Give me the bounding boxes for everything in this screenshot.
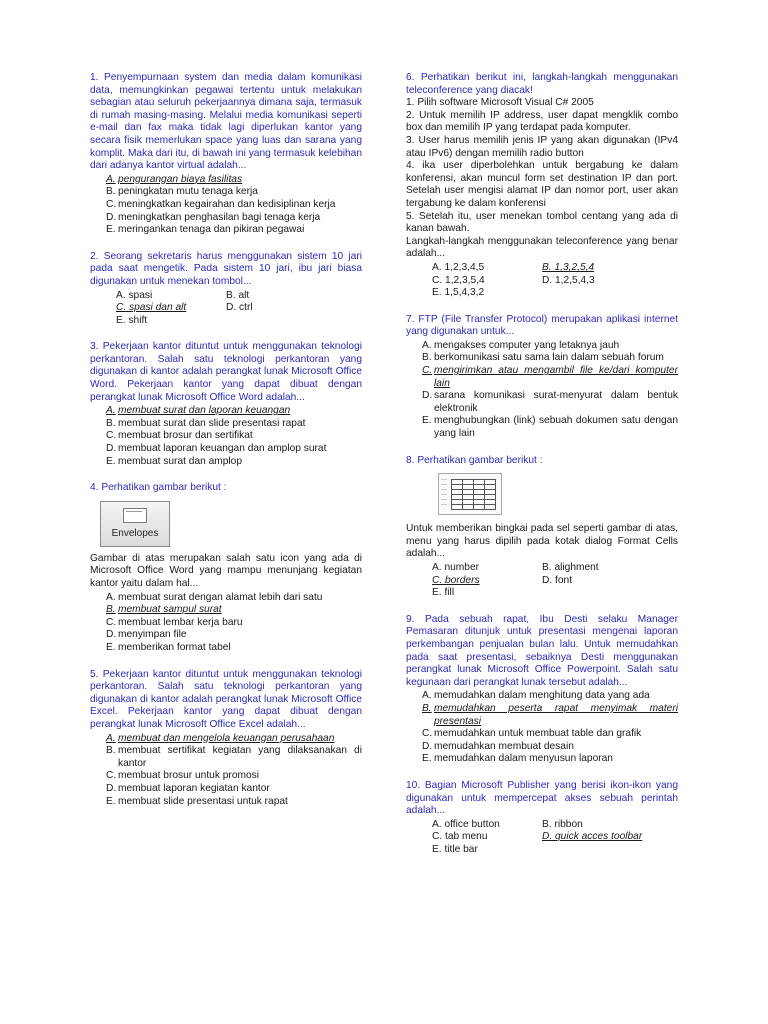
option-letter: D. <box>422 740 433 752</box>
answer-option <box>422 728 678 741</box>
option-text: berkomunikasi satu sama lain dalam sebuah forum <box>434 352 664 364</box>
option-letter: E. <box>106 455 116 467</box>
answer-option <box>106 770 362 783</box>
answer-option: B. alt <box>226 289 250 301</box>
question-item <box>406 614 678 766</box>
answer-option: E. 1,5,4,3,2 <box>432 287 485 299</box>
left-column <box>90 72 362 822</box>
answer-option <box>106 604 362 617</box>
question-stem: 6. Perhatikan berikut ini, langkah-langkah menggunakan teleconference yang diacak! <box>406 72 678 96</box>
option-text: memudahkan membuat desain <box>434 740 574 752</box>
question-item <box>406 455 678 600</box>
answer-option <box>106 745 362 770</box>
question-stem: 7. FTP (File Transfer Protocol) merupakan aplikasi internet yang digunakan untuk... <box>406 313 678 338</box>
answer-option <box>106 430 362 443</box>
option-text: membuat sampul surat <box>118 604 222 616</box>
answer-option <box>422 352 678 365</box>
option-text: membuat surat dan laporan keuangan <box>118 405 291 417</box>
answer-option: C. spasi dan alt <box>116 302 187 314</box>
answer-option: B. 1,3,2,5,4 <box>542 261 595 273</box>
answer-option <box>422 340 678 353</box>
option-text: meningkatkan kegairahan dan kedisiplinan kerja <box>118 198 336 210</box>
option-text: membuat brosur untuk promosi <box>118 770 259 782</box>
option-text: memudahkan peserta rapat menyimak materi presentasi <box>434 702 678 727</box>
question-stem: 5. Pekerjaan kantor dituntut untuk menggunakan teknologi perkantoran. Salah satu teknologi perkantoran yang digunakan di kantor adalah perangkat lunak Microsoft Office Excel. Pekerjaan kantor yang dapat dibuat dengan perangkat lunak Microsoft Office Excel adalah... <box>90 668 362 730</box>
answer-option <box>422 703 678 728</box>
option-text: membuat laporan keuangan dan amplop surat <box>118 443 327 455</box>
envelopes-icon <box>100 501 170 547</box>
spreadsheet-thumbnail-icon <box>438 473 502 515</box>
answer-option <box>106 224 362 237</box>
answer-options <box>106 733 362 809</box>
option-letter: E. <box>106 641 116 653</box>
option-letter: D. <box>106 782 117 794</box>
answer-options-grid <box>116 290 362 328</box>
option-text: menyimpan file <box>118 629 187 641</box>
option-letter: B. <box>106 186 116 198</box>
answer-option <box>106 642 362 655</box>
option-letter: A. <box>106 732 116 744</box>
answer-option: E. fill <box>432 587 455 599</box>
answer-option: E. title bar <box>432 843 478 855</box>
option-text: sarana komunikasi surat-menyurat dalam bentuk elektronik <box>434 390 678 414</box>
option-text: membuat surat dan amplop <box>118 455 243 467</box>
spreadsheet-row-headers <box>441 479 447 509</box>
option-text: memudahkan dalam menyusun laporan <box>434 753 613 765</box>
answer-options-grid <box>432 819 678 857</box>
option-text: peningkatan mutu tenaga kerja <box>118 186 258 198</box>
answer-option: A. number <box>432 562 479 573</box>
answer-option <box>106 199 362 212</box>
answer-option <box>106 186 362 199</box>
answer-option <box>422 365 678 390</box>
answer-option: A. spasi <box>116 289 153 301</box>
answer-option <box>106 733 362 746</box>
option-letter: C. <box>106 198 117 210</box>
option-letter: A. <box>106 405 116 417</box>
option-letter: A. <box>106 173 116 185</box>
answer-option <box>106 783 362 796</box>
answer-option <box>106 592 362 605</box>
option-letter: A. <box>422 690 432 702</box>
option-text: membuat surat dengan alamat lebih dari satu <box>118 591 323 603</box>
option-letter: E. <box>106 224 116 236</box>
question-item <box>90 251 362 328</box>
answer-options-grid <box>432 562 678 600</box>
answer-options <box>106 174 362 237</box>
answer-option <box>106 456 362 469</box>
question-stem: 4. Perhatikan gambar berikut : <box>90 482 227 494</box>
question-item <box>90 72 362 237</box>
answer-option <box>106 405 362 418</box>
answer-option <box>106 443 362 456</box>
option-letter: B. <box>422 702 432 714</box>
option-text: memudahkan untuk membuat table dan grafik <box>434 728 642 740</box>
option-text: membuat sertifikat kegiatan yang dilaksanakan di kantor <box>118 745 362 769</box>
option-text: mengakses computer yang letaknya jauh <box>434 339 620 351</box>
option-text: memudahkan dalam menghitung data yang ada <box>434 690 650 702</box>
envelope-glyph-icon <box>123 508 147 523</box>
question-item <box>90 341 362 468</box>
answer-options <box>106 592 362 655</box>
option-text: membuat lembar kerja baru <box>118 616 243 628</box>
option-letter: C. <box>106 616 117 628</box>
answer-option <box>422 415 678 440</box>
answer-option <box>422 390 678 415</box>
option-text: pengurangan biaya fasilitas <box>118 173 243 185</box>
answer-option: D. ctrl <box>226 302 253 314</box>
answer-option: B. ribbon <box>542 818 583 830</box>
question-item <box>90 482 362 654</box>
answer-option <box>422 741 678 754</box>
question-item <box>406 72 678 300</box>
question-stem: 9. Pada sebuah rapat, Ibu Desti selaku Manager Pemasaran ditunjuk untuk presentasi mengenai laporan perkembangan penjualan bulan lalu. Untuk memudahkan pada saat presentasi, sebaiknya Desti menggunakan perangkat lunak Microsoft Office Powerpoint. Salah satu kegunaan dari perangkat lunak tersebut adalah... <box>406 613 678 688</box>
option-letter: E. <box>422 415 432 427</box>
question-item <box>406 780 678 857</box>
question-stem: 3. Pekerjaan kantor dituntut untuk menggunakan teknologi perkantoran. Salah satu teknologi perkantoran yang digunakan di kantor adalah perangkat lunak Microsoft Office Word. Pekerjaan kantor yang dapat dibuat dengan perangkat lunak Microsoft Office Word adalah... <box>90 341 362 403</box>
answer-options-grid <box>432 262 678 300</box>
option-letter: C. <box>106 770 117 782</box>
answer-option: C. borders <box>432 574 480 586</box>
answer-option: C. 1,2,3,5,4 <box>432 274 485 286</box>
question-text: Gambar di atas merupakan salah satu icon yang ada di Microsoft Office Word yang mampu menunjang kegiatan kantor yaitu dalam hal... <box>90 552 362 589</box>
answer-option: A. 1,2,3,4,5 <box>432 261 485 273</box>
answer-option <box>106 629 362 642</box>
question-stem: 1. Penyempurnaan system dan media dalam komunikasi data, memungkinkan pegawai tertentu untuk melakukan sebagian atau seluruh pekerjaannya dimana saja, termasuk di rumah masing-masing. Melalui media komunikasi seperti e-mail dan fax maka tidak lagi diperlukan kantor yang secara fisik memerlukan space yang luas dan sarana yang komplit. Maka dari itu, di bawah ini yang termasuk kelebihan dari adanya kantor virtual adalah... <box>90 72 362 172</box>
option-letter: B. <box>422 352 432 364</box>
answer-option: A. office button <box>432 818 500 830</box>
option-text: meningkatkan penghasilan bagi tenaga kerja <box>118 211 321 223</box>
answer-option: D. quick acces toolbar <box>542 831 643 843</box>
option-letter: C. <box>106 430 117 442</box>
question-text: 1. Pilih software Microsoft Visual C# 2005 2. Untuk memilih IP address, user dapat mengklik combo box dan memilih IP yang terdapat pada komputer. 3. User harus memilih jenis IP yang akan digunakan (IPv4 atau IPv6) dengan memilih radio button 4. ika user diperbolehkan untuk bergabung ke dalam konferensi, akan muncul form set destination IP dan port. Setelah user mengisi alamat IP dan nomor port, user akan tergabung ke dalam konferensi 5. Setelah itu, user menekan tombol centang yang ada di kanan bawah. Langkah-langkah menggunakan teleconference yang benar adalah... <box>406 97 678 260</box>
question-stem: 10. Bagian Microsoft Publisher yang berisi ikon-ikon yang digunakan untuk mempercepat akses sebuah perintah adalah... <box>406 779 678 817</box>
option-letter: D. <box>106 211 117 223</box>
option-text: membuat laporan kegiatan kantor <box>118 782 270 794</box>
answer-option <box>106 174 362 187</box>
envelopes-icon-label: Envelopes <box>111 528 159 540</box>
question-text: Untuk memberikan bingkai pada sel seperti gambar di atas, menu yang harus dipilih pada kotak dialog Format Cells adalah... <box>406 523 678 560</box>
answer-option <box>106 796 362 809</box>
question-stem: 2. Seorang sekretaris harus menggunakan sistem 10 jari pada saat mengetik. Pada sistem 10 jari, ibu jari biasa digunakan untuk menekan tombol... <box>90 250 362 287</box>
answer-option: D. 1,2,5,4,3 <box>542 274 595 286</box>
answer-options <box>422 690 678 766</box>
option-letter: E. <box>106 795 116 807</box>
option-letter: C. <box>422 728 433 740</box>
answer-option: E. shift <box>116 314 148 326</box>
option-letter: A. <box>422 339 432 351</box>
answer-option <box>422 690 678 703</box>
option-letter: A. <box>106 591 116 603</box>
option-letter: D. <box>422 390 433 402</box>
option-letter: E. <box>422 753 432 765</box>
option-text: menghubungkan (link) sebuah dokumen satu dengan yang lain <box>434 415 678 440</box>
answer-options <box>422 340 678 441</box>
option-letter: B. <box>106 604 116 616</box>
option-text: membuat brosur dan sertifikat <box>118 430 253 442</box>
answer-option <box>106 418 362 431</box>
option-letter: C. <box>422 365 433 377</box>
answer-option <box>106 212 362 225</box>
bordered-cells <box>451 479 496 510</box>
option-letter: B. <box>106 417 116 429</box>
answer-option <box>422 753 678 766</box>
answer-option: D. font <box>542 574 573 586</box>
option-letter: D. <box>106 629 117 641</box>
answer-options <box>106 405 362 468</box>
question-item <box>406 314 678 441</box>
answer-option <box>106 617 362 630</box>
answer-option: C. tab menu <box>432 831 488 843</box>
option-text: membuat dan mengelola keuangan perusahaan <box>118 732 335 744</box>
option-text: mengirimkan atau mengambil file ke/dari komputer lain <box>434 365 678 389</box>
question-stem: 8. Perhatikan gambar berikut : <box>406 454 543 466</box>
option-letter: B. <box>106 745 116 757</box>
right-column <box>406 72 678 870</box>
option-letter: D. <box>106 443 117 455</box>
answer-option: B. alighment <box>542 562 599 573</box>
option-text: meringankan tenaga dan pikiran pegawai <box>118 224 305 236</box>
question-item <box>90 669 362 809</box>
option-text: membuat surat dan slide presentasi rapat <box>118 417 306 429</box>
option-text: memberikan format tabel <box>118 641 231 653</box>
option-text: membuat slide presentasi untuk rapat <box>118 795 288 807</box>
